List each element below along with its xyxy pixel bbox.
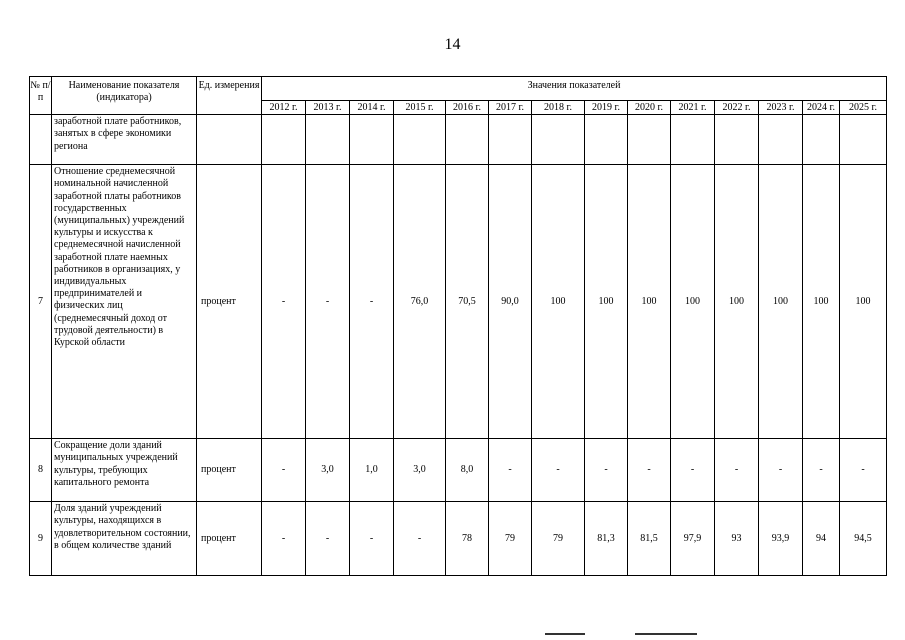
row-value: -	[394, 502, 446, 576]
page-edge-mark	[635, 633, 697, 635]
row-value	[489, 115, 532, 165]
row-unit	[197, 115, 262, 165]
row-value: -	[262, 502, 306, 576]
indicators-table	[29, 76, 887, 576]
header-year: 2020 г.	[628, 101, 671, 115]
row-value: 93,9	[759, 502, 803, 576]
header-year: 2023 г.	[759, 101, 803, 115]
row-value: -	[350, 165, 394, 439]
header-name: Наименование показателя (индикатора)	[52, 77, 197, 115]
row-value	[262, 115, 306, 165]
row-value: 78	[446, 502, 489, 576]
row-value: 70,5	[446, 165, 489, 439]
row-value: 100	[671, 165, 715, 439]
row-num: 9	[30, 502, 52, 576]
row-value: -	[585, 439, 628, 502]
row-value: -	[306, 165, 350, 439]
header-num: № п/п	[30, 77, 52, 115]
row-value: -	[715, 439, 759, 502]
page-edge-mark	[545, 633, 585, 635]
row-value	[759, 115, 803, 165]
row-value: 81,5	[628, 502, 671, 576]
row-value	[350, 115, 394, 165]
header-year: 2015 г.	[394, 101, 446, 115]
row-value: 100	[532, 165, 585, 439]
row-value: -	[759, 439, 803, 502]
header-year: 2014 г.	[350, 101, 394, 115]
row-num	[30, 115, 52, 165]
row-value: 100	[759, 165, 803, 439]
row-value	[532, 115, 585, 165]
row-value: 97,9	[671, 502, 715, 576]
row-value: 100	[715, 165, 759, 439]
row-name: Доля зданий учреждений культуры, находящихся в удовлетворительном состоянии, в общем количестве зданий	[52, 502, 197, 576]
row-value: -	[306, 502, 350, 576]
row-value	[446, 115, 489, 165]
table-row	[30, 165, 887, 439]
row-value: 81,3	[585, 502, 628, 576]
row-value: -	[262, 439, 306, 502]
row-value: 100	[803, 165, 840, 439]
row-value: -	[489, 439, 532, 502]
row-value: 3,0	[306, 439, 350, 502]
row-unit: процент	[197, 502, 262, 576]
row-value	[628, 115, 671, 165]
row-value: -	[350, 502, 394, 576]
header-year: 2024 г.	[803, 101, 840, 115]
header-values-group: Значения показателей	[262, 77, 887, 101]
row-num: 8	[30, 439, 52, 502]
row-unit: процент	[197, 439, 262, 502]
row-value: 79	[532, 502, 585, 576]
row-name: Сокращение доли зданий муниципальных учреждений культуры, требующих капитального ремонта	[52, 439, 197, 502]
row-value	[671, 115, 715, 165]
row-unit: процент	[197, 165, 262, 439]
row-value: 90,0	[489, 165, 532, 439]
header-year: 2016 г.	[446, 101, 489, 115]
row-value: 94	[803, 502, 840, 576]
header-unit: Ед. измерения	[197, 77, 262, 115]
row-value: 76,0	[394, 165, 446, 439]
table-row	[30, 502, 887, 576]
row-value: -	[671, 439, 715, 502]
table-row	[30, 439, 887, 502]
row-value	[306, 115, 350, 165]
header-year: 2022 г.	[715, 101, 759, 115]
row-name: заработной плате работников, занятых в сфере экономики региона	[52, 115, 197, 165]
row-value	[585, 115, 628, 165]
row-value	[840, 115, 887, 165]
page-number: 14	[444, 36, 461, 53]
row-value: -	[532, 439, 585, 502]
header-year: 2012 г.	[262, 101, 306, 115]
row-value	[394, 115, 446, 165]
row-value: 100	[628, 165, 671, 439]
row-value: -	[840, 439, 887, 502]
row-value: 79	[489, 502, 532, 576]
row-value: -	[628, 439, 671, 502]
header-year: 2019 г.	[585, 101, 628, 115]
row-value: 8,0	[446, 439, 489, 502]
row-value	[803, 115, 840, 165]
row-value: 94,5	[840, 502, 887, 576]
row-value: 100	[840, 165, 887, 439]
row-value: 100	[585, 165, 628, 439]
row-num: 7	[30, 165, 52, 439]
header-year: 2013 г.	[306, 101, 350, 115]
header-year: 2021 г.	[671, 101, 715, 115]
header-year: 2018 г.	[532, 101, 585, 115]
row-value: -	[803, 439, 840, 502]
row-value	[715, 115, 759, 165]
header-year: 2025 г.	[840, 101, 887, 115]
row-value: -	[262, 165, 306, 439]
table-row	[30, 115, 887, 165]
header-year: 2017 г.	[489, 101, 532, 115]
row-value: 3,0	[394, 439, 446, 502]
row-value: 1,0	[350, 439, 394, 502]
row-name: Отношение среднемесячной номинальной начисленной заработной платы работников государственных (муниципальных) учреждений культуры и искусства к среднемесячной начисленной заработной плате наемных работников в организациях, у индивидуальных предпринимателей и физических лиц (среднемесячный доход от трудовой деятельности) в Курской области	[52, 165, 197, 439]
row-value: 93	[715, 502, 759, 576]
